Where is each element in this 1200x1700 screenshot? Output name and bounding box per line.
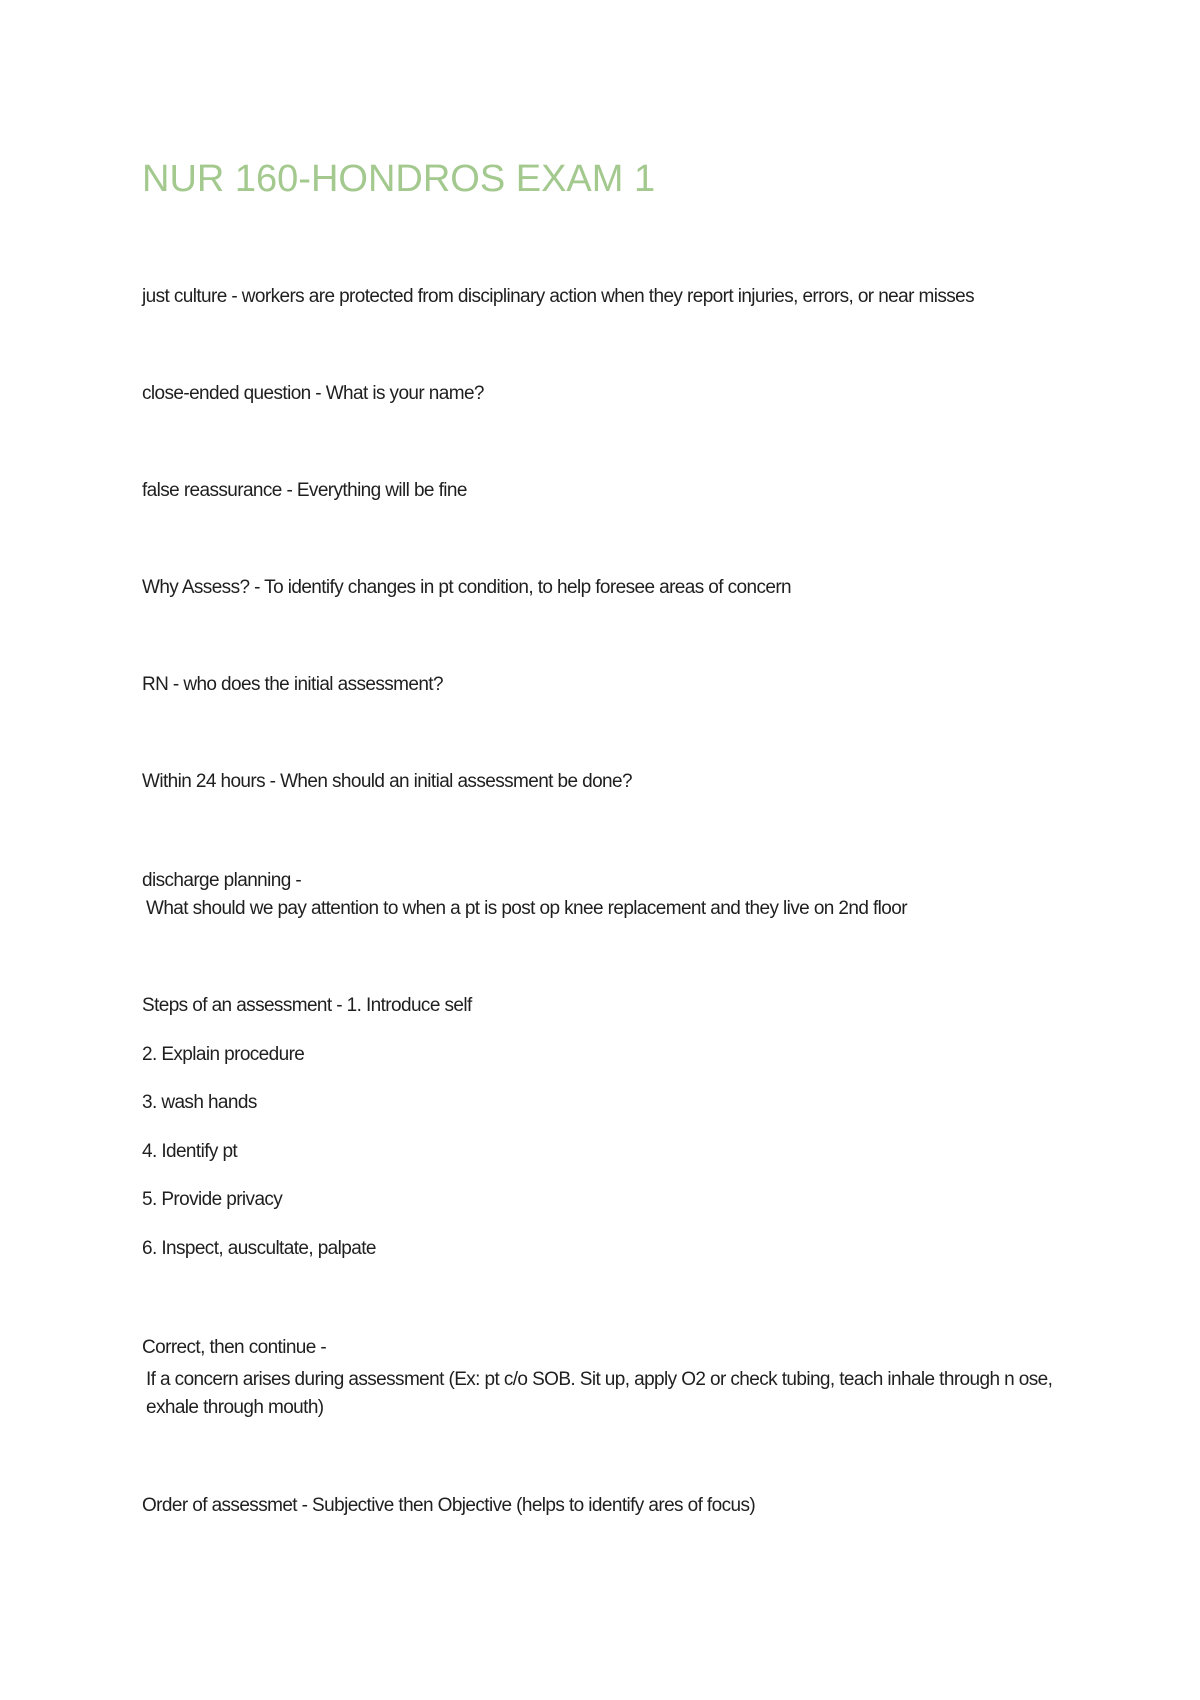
entry-just-culture: just culture - workers are protected from disciplinary action when they report injuries, errors, or near misses — [142, 286, 975, 307]
entry-step-6: 6. Inspect, auscultate, palpate — [142, 1238, 376, 1259]
entry-steps-of-assessment: Steps of an assessment - 1. Introduce self — [142, 995, 472, 1016]
entry-step-2: 2. Explain procedure — [142, 1044, 305, 1065]
entry-correct-then-continue-term: Correct, then continue - — [142, 1337, 327, 1358]
document-title: NUR 160-HONDROS EXAM 1 — [142, 158, 656, 200]
entry-rn: RN - who does the initial assessment? — [142, 674, 443, 695]
entry-close-ended-question: close-ended question - What is your name? — [142, 383, 484, 404]
entry-why-assess: Why Assess? - To identify changes in pt condition, to help foresee areas of concern — [142, 577, 792, 598]
entry-correct-then-continue-definition: If a concern arises during assessment (Ex: pt c/o SOB. Sit up, apply O2 or check tubing, teach inhale through n ose, exhale through mouth) — [146, 1369, 1053, 1418]
entry-order-of-assessment: Order of assessmet - Subjective then Objective (helps to identify ares of focus) — [142, 1495, 756, 1516]
entry-step-4: 4. Identify pt — [142, 1141, 238, 1162]
entry-within-24-hours: Within 24 hours - When should an initial assessment be done? — [142, 771, 632, 792]
entry-false-reassurance: false reassurance - Everything will be fine — [142, 480, 467, 501]
entry-step-5: 5. Provide privacy — [142, 1189, 283, 1210]
entry-discharge-planning-term: discharge planning - — [142, 870, 302, 891]
entry-discharge-planning-definition: What should we pay attention to when a pt is post op knee replacement and they live on 2nd floor — [146, 898, 907, 919]
entry-step-3: 3. wash hands — [142, 1092, 257, 1113]
